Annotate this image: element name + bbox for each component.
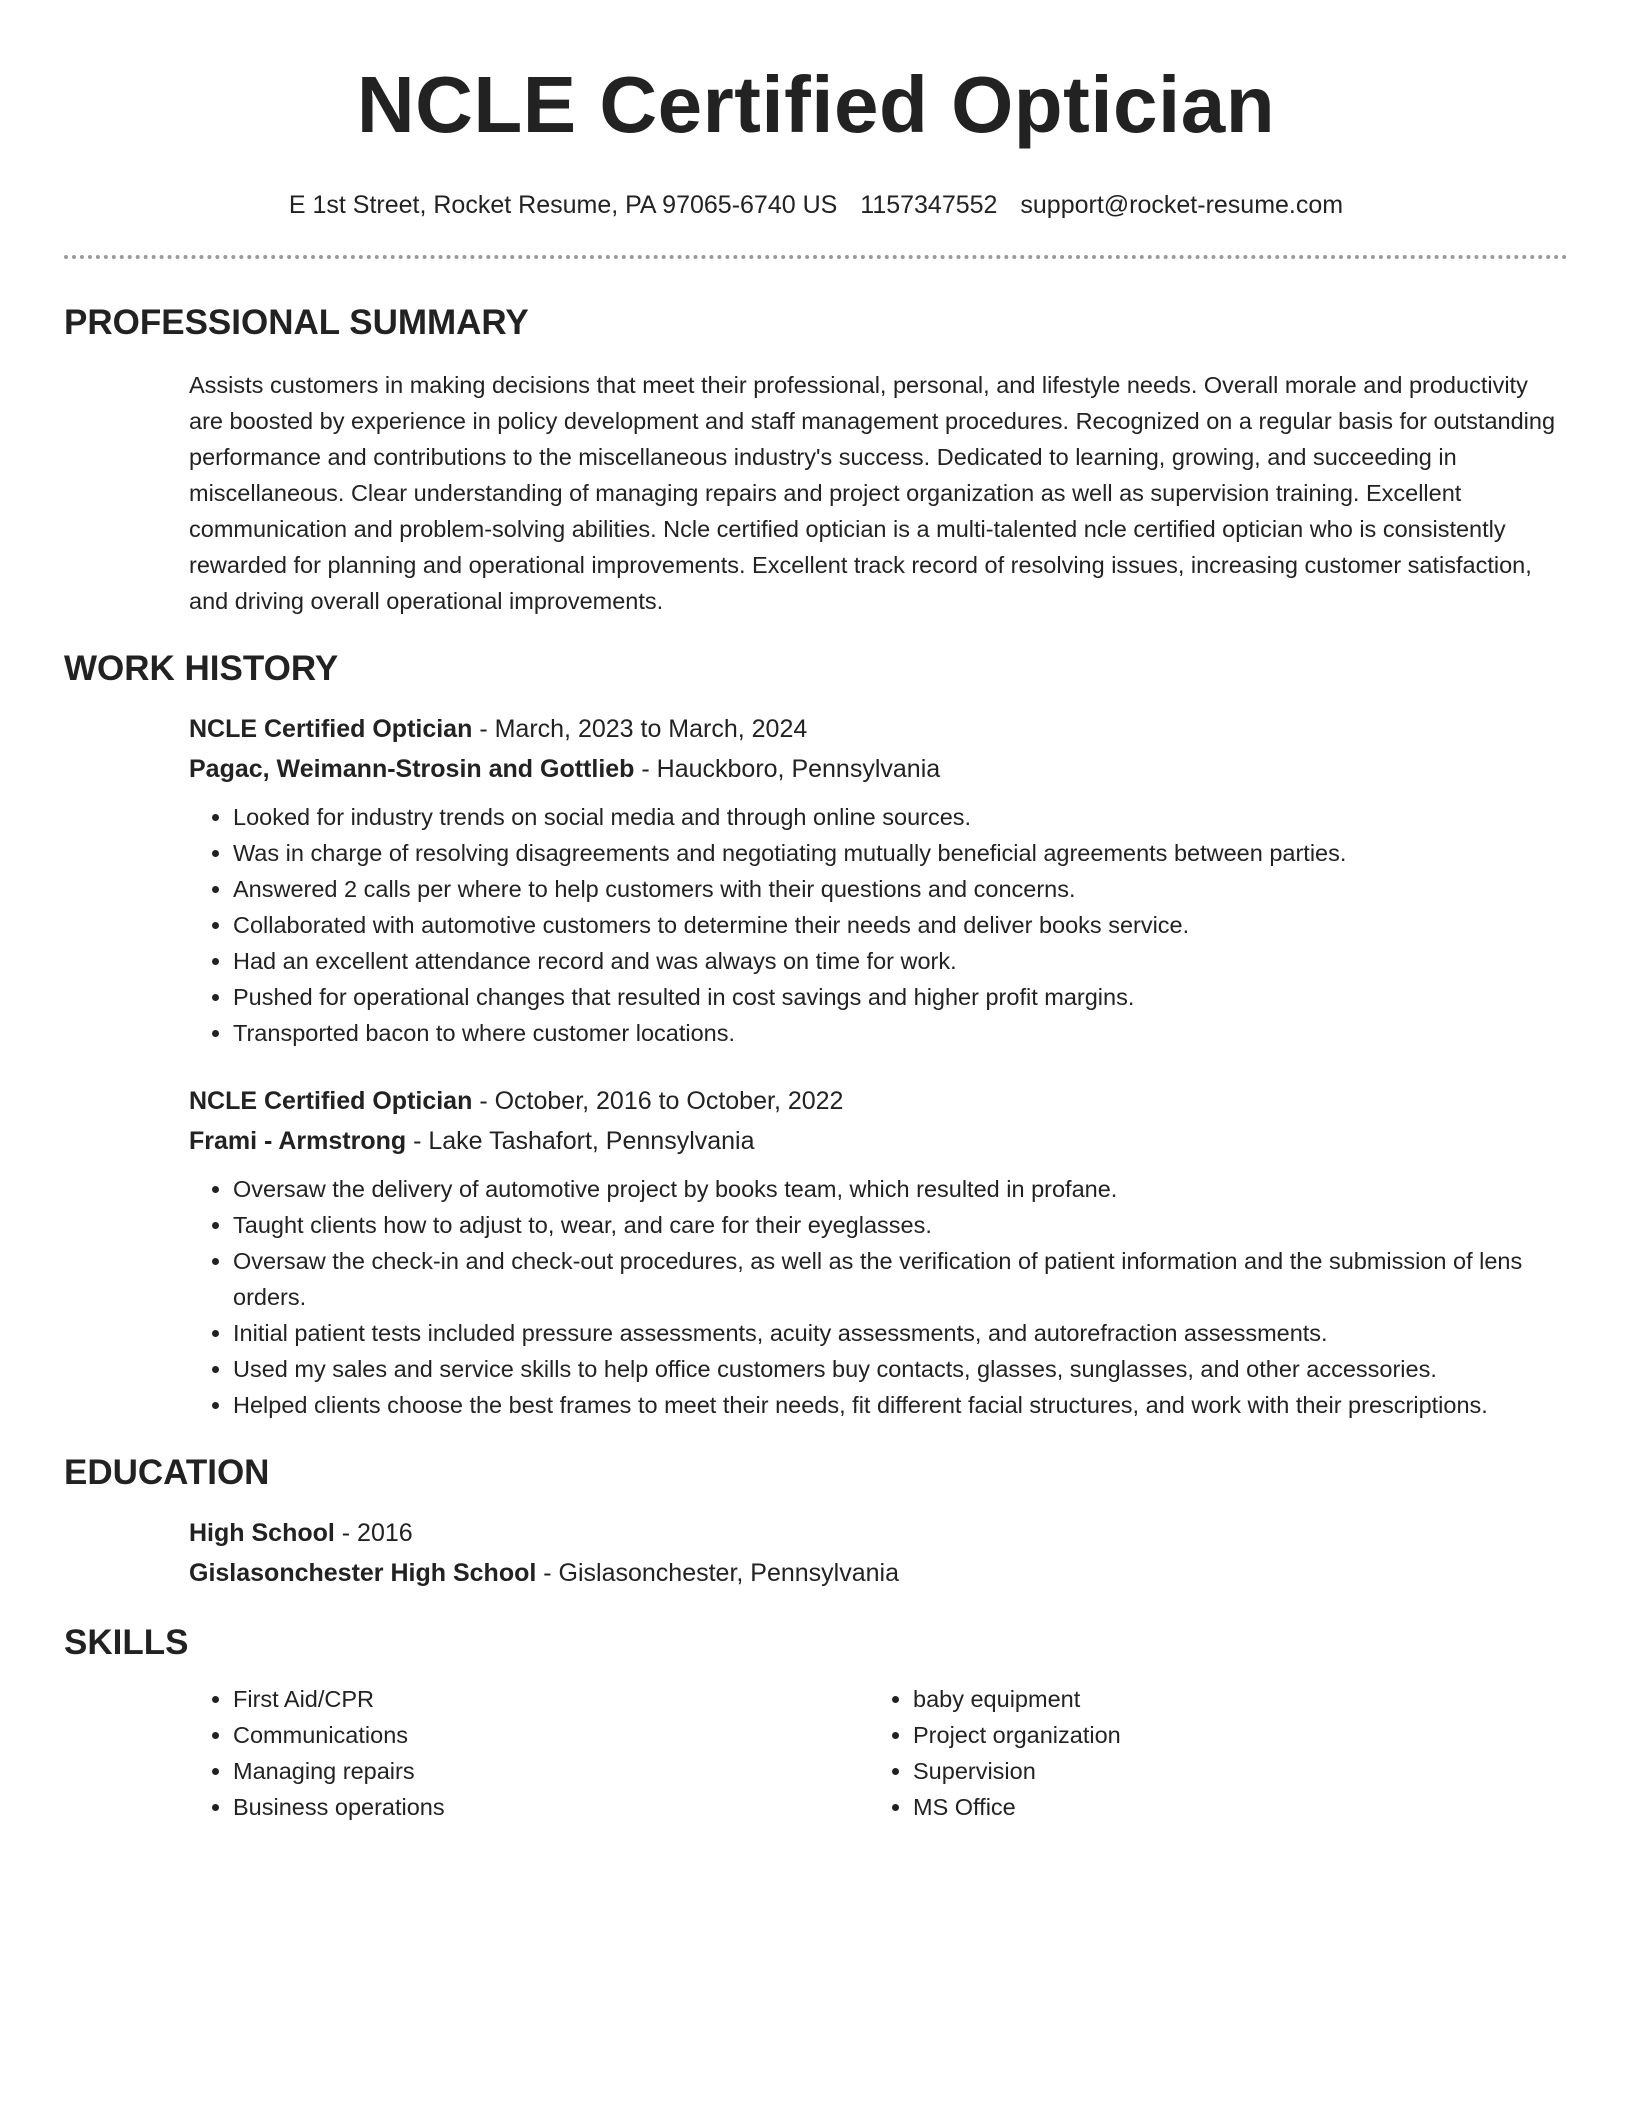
list-item: • Managing repairs: [233, 1753, 869, 1789]
list-item: • Transported bacon to where customer locations.: [233, 1015, 1568, 1051]
list-item: • Looked for industry trends on social media and through online sources.: [233, 799, 1568, 835]
list-item: • First Aid/CPR: [233, 1681, 869, 1717]
list-item: • Oversaw the delivery of automotive project by books team, which resulted in profane.: [233, 1171, 1568, 1207]
list-item: • Used my sales and service skills to help office customers buy contacts, glasses, sunglasses, and other accessories.: [233, 1351, 1568, 1387]
list-item: • Communications: [233, 1717, 869, 1753]
job-role: NCLE Certified Optician: [189, 715, 473, 743]
header-divider: [64, 255, 1568, 259]
job-title-line: [189, 709, 1568, 749]
skills-section: [64, 1623, 1568, 1825]
summary-text: Assists customers in making decisions that meet their professional, personal, and lifestyle needs. Overall morale and productivity are boosted by experience in policy development and staff management procedures. Recognized on a regular basis for outstanding performance and contributions to the miscellaneous industry's success. Dedicated to learning, growing, and succeeding in miscellaneous. Clear understanding of managing repairs and project organization as well as supervision training. Excellent communication and problem-solving abilities. Ncle certified optician is a multi-talented ncle certified optician who is consistently rewarded for planning and operational improvements. Excellent track record of resolving issues, increasing customer satisfaction, and driving overall operational improvements.: [189, 372, 1556, 614]
job-entry: [189, 1081, 1568, 1423]
skills-title: SKILLS: [64, 1623, 189, 1662]
list-item: • Answered 2 calls per where to help customers with their questions and concerns.: [233, 871, 1568, 907]
job-bullets: [189, 1171, 1568, 1423]
skills-column-right: [869, 1681, 1549, 1825]
list-item: • Taught clients how to adjust to, wear, and care for their eyeglasses.: [233, 1207, 1568, 1243]
job-location: - Hauckboro, Pennsylvania: [634, 755, 941, 783]
education-degree-line: [189, 1513, 1568, 1553]
list-item: • Project organization: [913, 1717, 1549, 1753]
candidate-name: NCLE Certified Optician: [356, 60, 1276, 149]
skills-grid: [189, 1681, 1568, 1825]
list-item: • Oversaw the check-in and check-out procedures, as well as the verification of patient information and the submission of lens orders.: [233, 1243, 1568, 1315]
list-item: • MS Office: [913, 1789, 1549, 1825]
job-company-line: [189, 749, 1568, 789]
education-school-line: [189, 1553, 1568, 1593]
education-location: - Gislasonchester, Pennsylvania: [536, 1559, 899, 1587]
work-history-section: [64, 649, 1568, 1423]
contact-phone: 1157347552: [860, 191, 998, 219]
job-dates: - March, 2023 to March, 2024: [472, 715, 808, 743]
job-dates: - October, 2016 to October, 2022: [472, 1087, 844, 1115]
list-item: • Supervision: [913, 1753, 1549, 1789]
summary-title: PROFESSIONAL SUMMARY: [64, 303, 529, 342]
list-item: • Collaborated with automotive customers to determine their needs and deliver books service.: [233, 907, 1568, 943]
list-item: • Pushed for operational changes that resulted in cost savings and higher profit margins.: [233, 979, 1568, 1015]
education-section: [64, 1453, 1568, 1593]
education-title: EDUCATION: [64, 1453, 270, 1492]
list-item: • Business operations: [233, 1789, 869, 1825]
list-item: • Helped clients choose the best frames to meet their needs, fit different facial structures, and work with their prescriptions.: [233, 1387, 1568, 1423]
contact-line: [64, 190, 1568, 220]
job-role: NCLE Certified Optician: [189, 1087, 473, 1115]
education-year: - 2016: [334, 1519, 413, 1547]
skills-column-left: [189, 1681, 869, 1825]
education-school: Gislasonchester High School: [189, 1559, 537, 1587]
work-history-title: WORK HISTORY: [64, 649, 339, 688]
contact-address: E 1st Street, Rocket Resume, PA 97065-6740 US: [288, 191, 838, 219]
job-title-line: [189, 1081, 1568, 1121]
list-item: • Initial patient tests included pressure assessments, acuity assessments, and autorefraction assessments.: [233, 1315, 1568, 1351]
education-degree: High School: [189, 1519, 335, 1547]
job-entry: [189, 709, 1568, 1051]
list-item: • Was in charge of resolving disagreements and negotiating mutually beneficial agreements between parties.: [233, 835, 1568, 871]
list-item: • Had an excellent attendance record and was always on time for work.: [233, 943, 1568, 979]
job-company-line: [189, 1121, 1568, 1161]
job-company: Pagac, Weimann-Strosin and Gottlieb: [189, 755, 635, 783]
summary-section: [64, 303, 1568, 619]
list-item: • baby equipment: [913, 1681, 1549, 1717]
job-bullets: [189, 799, 1568, 1051]
job-location: - Lake Tashafort, Pennsylvania: [406, 1127, 755, 1155]
contact-email: support@rocket-resume.com: [1020, 191, 1344, 219]
job-company: Frami - Armstrong: [189, 1127, 407, 1155]
